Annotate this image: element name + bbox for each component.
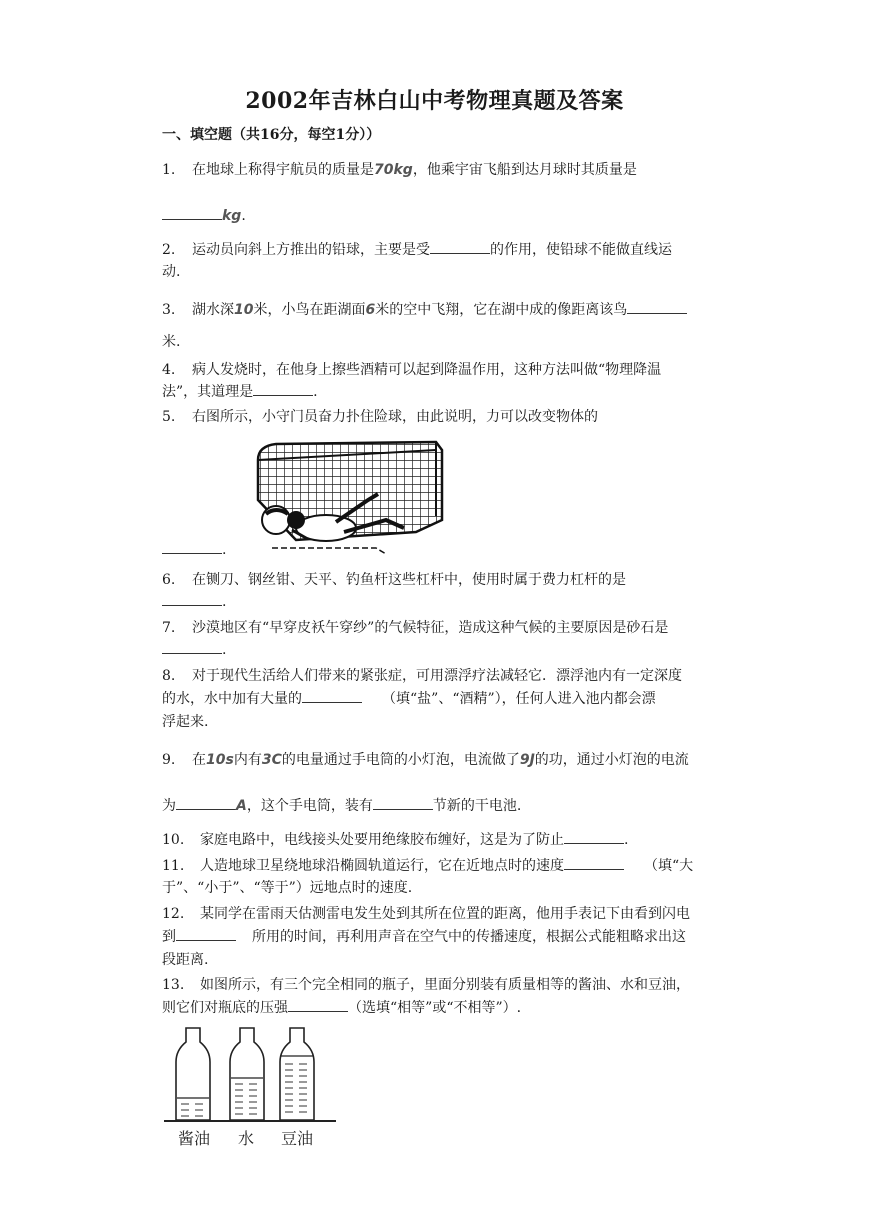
answer-blank[interactable] bbox=[162, 593, 222, 606]
question-7-line-1: 7. 沙漠地区有“早穿皮袄午穿纱”的气候特征，造成这种气候的主要原因是砂石是 bbox=[162, 620, 669, 636]
math-70kg: 70kg bbox=[374, 162, 413, 178]
question-13-line-1: 13. 如图所示，有三个完全相同的瓶子，里面分别装有质量相等的酱油、水和豆油， bbox=[162, 977, 690, 993]
answer-blank[interactable] bbox=[627, 301, 687, 314]
answer-blank[interactable] bbox=[176, 928, 236, 941]
answer-blank[interactable] bbox=[288, 999, 348, 1012]
question-8-line-2: 的水，水中加有大量的 （填“盐”、“酒精”），任何人进入池内都会漂 bbox=[162, 691, 656, 707]
answer-blank[interactable] bbox=[162, 541, 222, 554]
question-3-line-1: 3. 湖水深10米，小鸟在距湖面6米的空中飞翔，它在湖中成的像距离该鸟 bbox=[162, 300, 687, 320]
question-4-line-1: 4. 病人发烧时，在他身上擦些酒精可以起到降温作用，这种方法叫做“物理降温 bbox=[162, 362, 662, 378]
question-1-line-1: 1. 在地球上称得宇航员的质量是70kg，他乘宇宙飞船到达月球时其质量是 bbox=[162, 162, 637, 178]
question-11-line-2: 于”、“小于”、“等于”）远地点时的速度. bbox=[162, 880, 413, 896]
question-12-line-1: 12. 某同学在雷雨天估测雷电发生处到其所在位置的距离，他用手表记下由看到闪电 bbox=[162, 906, 690, 922]
question-9-line-2: 为 A，这个手电筒，装有 节新的干电池. bbox=[162, 798, 522, 814]
bottles-illustration bbox=[160, 1024, 340, 1152]
question-12-line-2: 到 所用的时间，再利用声音在空气中的传播速度，根据公式能粗略求出这 bbox=[162, 929, 686, 945]
question-2-line-2: 动. bbox=[162, 264, 181, 280]
question-3-line-2: 米. bbox=[162, 334, 181, 350]
answer-blank[interactable] bbox=[564, 857, 624, 870]
bottle-bean-oil bbox=[280, 1028, 314, 1120]
bottle-label-soy-sauce: 酱油 bbox=[177, 1129, 211, 1148]
answer-blank[interactable] bbox=[430, 241, 490, 254]
bottle-soy-sauce bbox=[176, 1028, 210, 1120]
question-9-line-1: 9. 在10s内有3C的电量通过手电筒的小灯泡，电流做了9J的功，通过小灯泡的电流 bbox=[162, 752, 689, 768]
answer-blank[interactable] bbox=[162, 207, 222, 220]
question-5-line-2: . bbox=[162, 540, 226, 560]
question-1-line-2: kg. bbox=[162, 206, 246, 226]
question-7-line-2: . bbox=[162, 640, 226, 660]
answer-blank[interactable] bbox=[162, 641, 222, 654]
question-6-line-1: 6. 在铡刀、钢丝钳、天平、钓鱼杆这些杠杆中，使用时属于费力杠杆的是 bbox=[162, 572, 626, 588]
question-4-line-2: 法”，其道理是 . bbox=[162, 384, 318, 400]
page-title: 2002年吉林白山中考物理真题及答案 bbox=[245, 88, 624, 114]
answer-blank[interactable] bbox=[564, 831, 624, 844]
question-10-line-1: 10. 家庭电路中，电线接头处要用绝缘胶布缠好，这是为了防止 . bbox=[162, 832, 629, 848]
answer-blank[interactable] bbox=[176, 797, 236, 810]
question-8-line-3: 浮起来. bbox=[162, 714, 209, 730]
question-11-line-1: 11. 人造地球卫星绕地球沿椭圆轨道运行，它在近地点时的速度 （填“大 bbox=[162, 858, 694, 874]
question-5-line-1: 5. 右图所示，小守门员奋力扑住险球，由此说明，力可以改变物体的 bbox=[162, 409, 598, 425]
goalkeeper-illustration bbox=[236, 436, 450, 558]
answer-blank[interactable] bbox=[302, 690, 362, 703]
bottle-water bbox=[230, 1028, 264, 1120]
question-2-line-1: 2. 运动员向斜上方推出的铅球，主要是受 的作用，使铅球不能做直线运 bbox=[162, 242, 672, 258]
question-8-line-1: 8. 对于现代生活给人们带来的紧张症，可用漂浮疗法减轻它．漂浮池内有一定深度 bbox=[162, 668, 682, 684]
question-13-line-2: 则它们对瓶底的压强 （选填“相等”或“不相等”）. bbox=[162, 1000, 522, 1016]
answer-blank[interactable] bbox=[253, 383, 313, 396]
question-6-line-2: . bbox=[162, 592, 226, 612]
answer-blank[interactable] bbox=[373, 797, 433, 810]
bottle-label-bean-oil: 豆油 bbox=[280, 1129, 314, 1148]
question-12-line-3: 段距离. bbox=[162, 952, 209, 968]
section-heading: 一、填空题（共16分，每空1分）） bbox=[162, 127, 381, 143]
bottle-label-water: 水 bbox=[237, 1129, 255, 1148]
